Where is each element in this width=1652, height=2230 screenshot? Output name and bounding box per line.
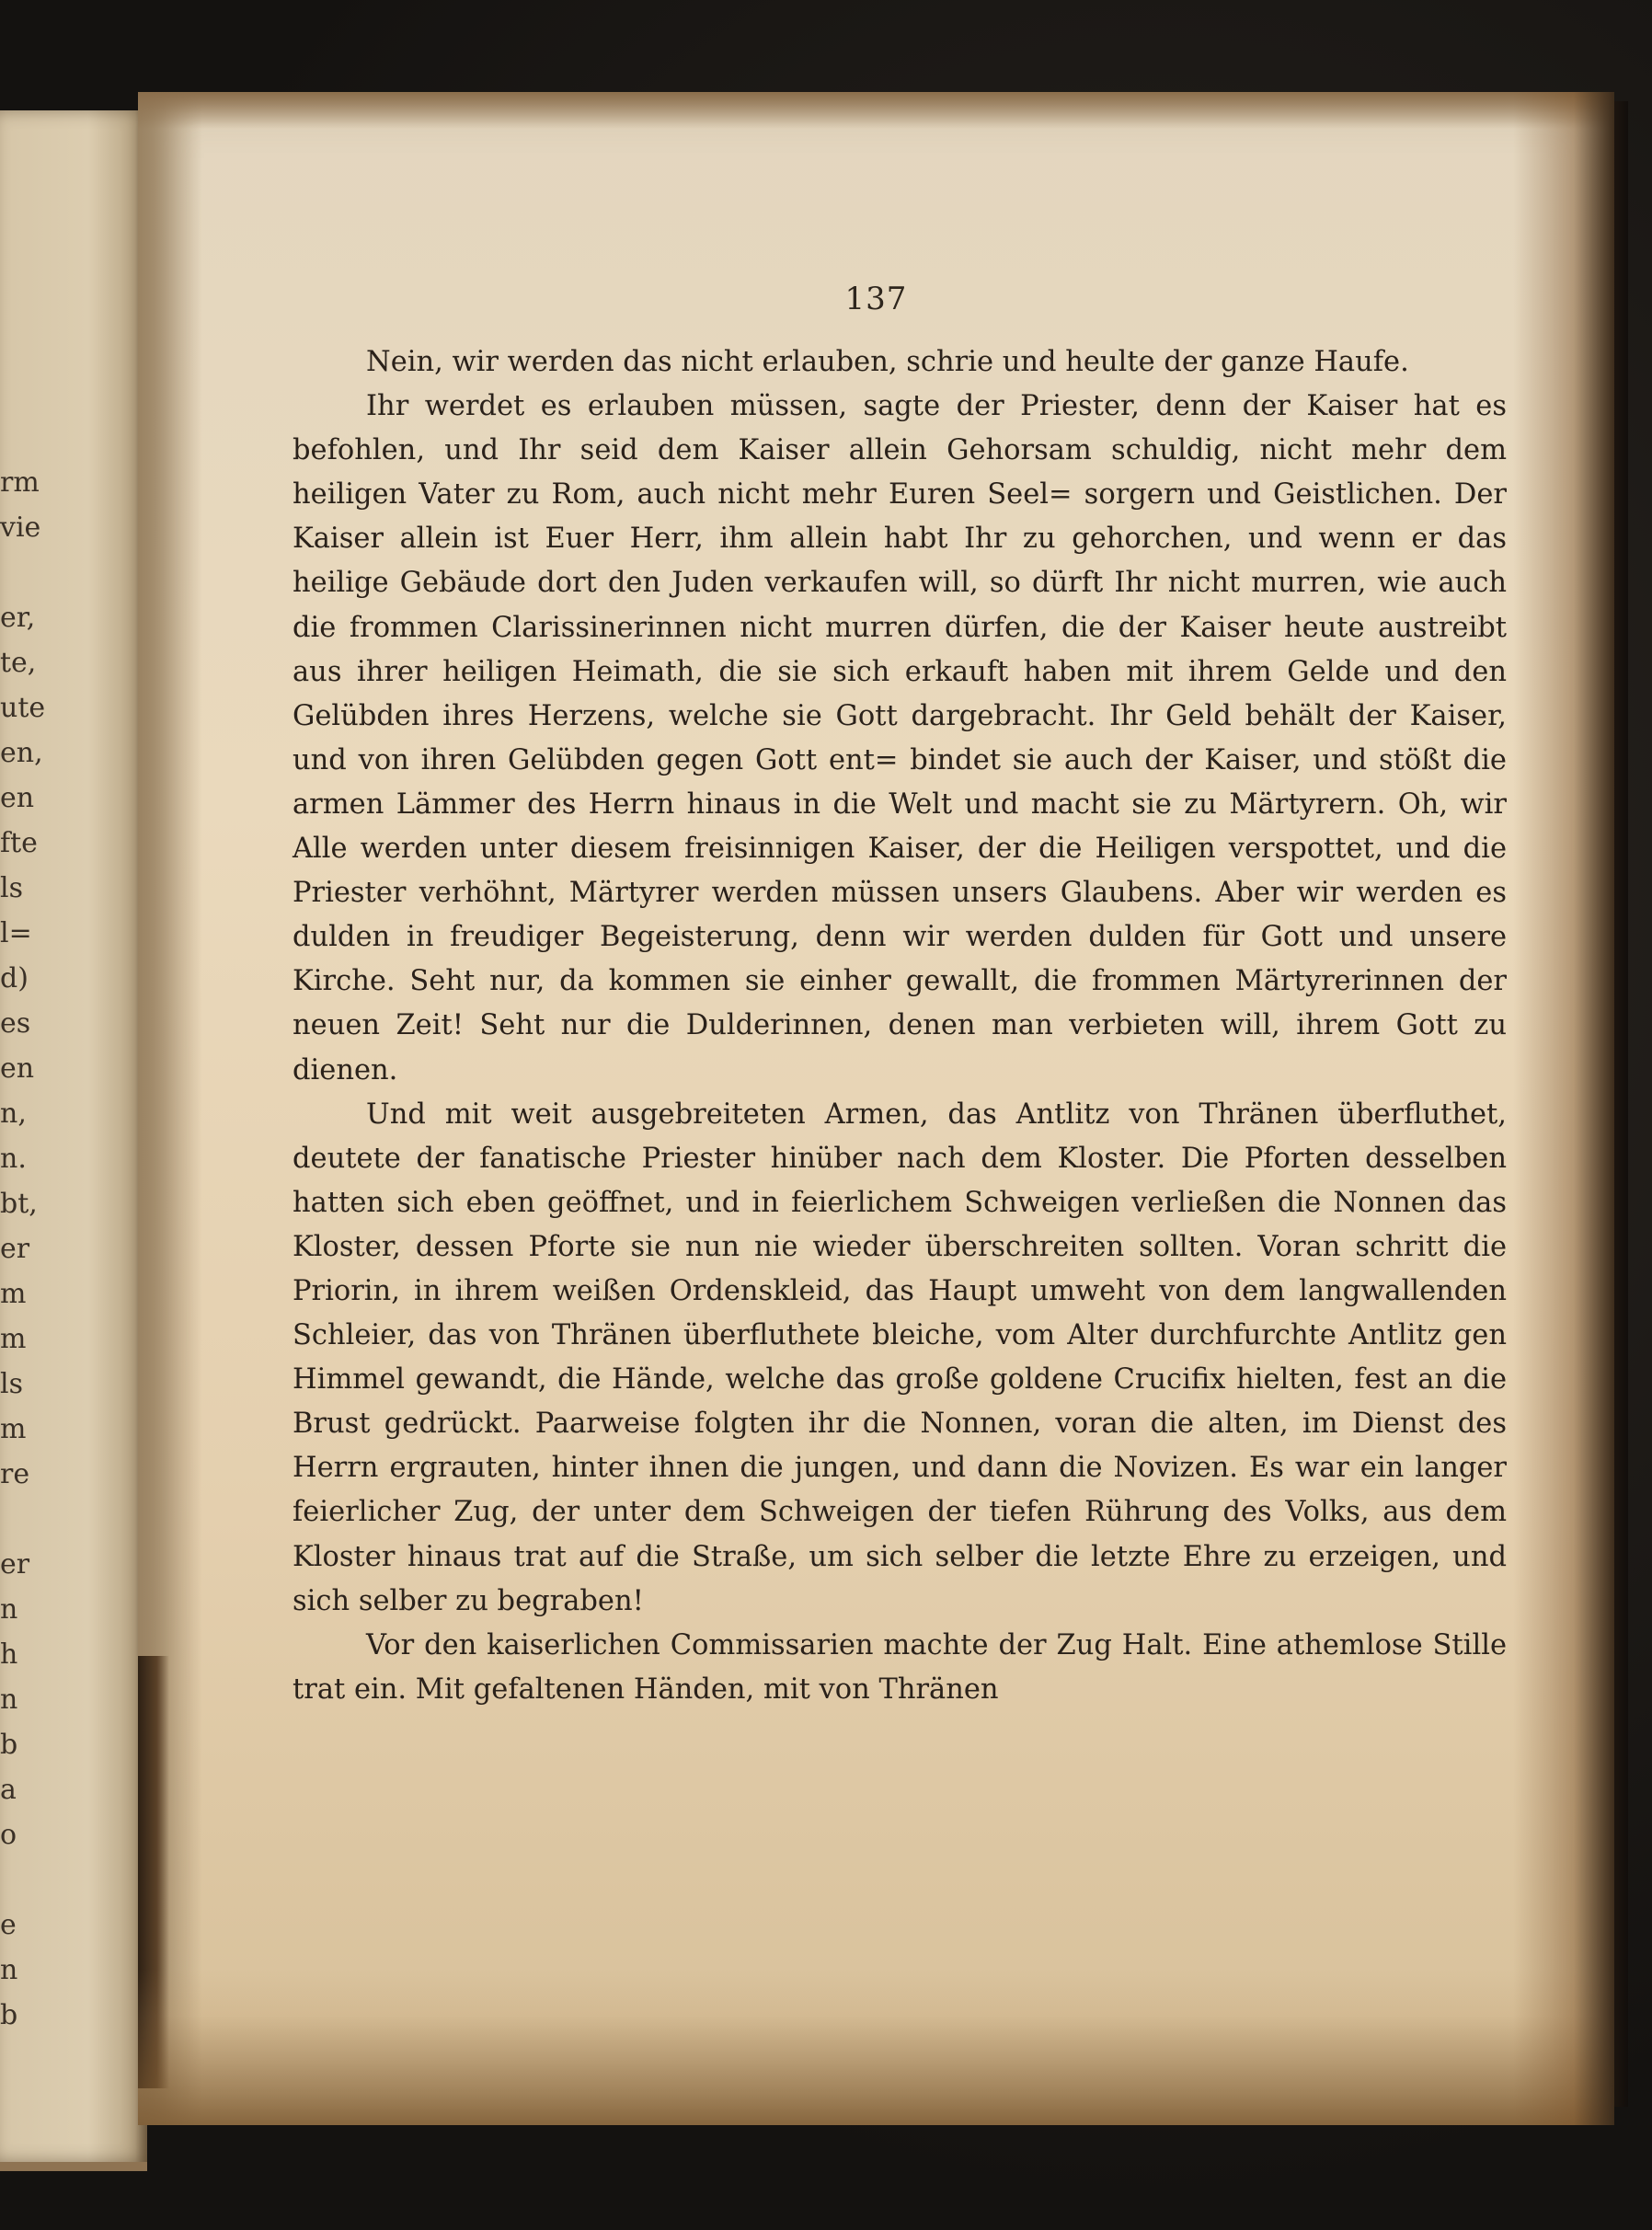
left-page-fragment: ls: [0, 872, 23, 904]
left-page-fragment: ute: [0, 692, 46, 724]
left-page-text-fragments: [0, 460, 46, 2038]
left-page-fragment: er,: [0, 602, 36, 634]
left-page-fragment: h: [0, 1638, 18, 1671]
left-page-fragment: [0, 1857, 37, 1902]
page-number: 137: [844, 281, 908, 317]
left-page-fragment: re: [0, 1458, 30, 1490]
left-page-fragment: [0, 550, 37, 595]
left-page-fragment: n: [0, 1954, 18, 1986]
left-page-fragment: ls: [0, 1368, 23, 1400]
paragraph: Und mit weit ausgebreiteten Armen, das Antlitz von Thränen überfluthet, deutete der fanatische Priester hinüber nach dem Kloster. Die Pforten desselben hatten sich eben geöffnet, und in feierlichem Schweigen verließen die Nonnen das Kloster, dessen Pforte sie nun nie wieder überschreiten sollten. Voran schritt die Priorin, in ihrem weißen Ordenskleid, das Haupt umweht von dem langwallenden Schleier, das von Thränen überfluthete bleiche, vom Alter durchfurchte Antlitz gen Himmel gewandt, die Hände, welche das große goldene Crucifix hielten, fest an die Brust gedrückt. Paarweise folgten ihr die Nonnen, voran die alten, im Dienst des Herrn ergrauten, hinter ihnen die jungen, und dann die Novizen. Es war ein langer feierlicher Zug, der unter dem Schweigen der tiefen Rührung des Volks, aus dem Kloster hinaus trat auf die Straße, um sich selber die letzte Ehre zu erzeigen, und sich selber zu begraben!: [293, 1098, 1507, 1617]
page-bottom-edge: [138, 1969, 1614, 2125]
paragraph: Ihr werdet es erlauben müssen, sagte der Priester, denn der Kaiser hat es befohlen, und Ihr seid dem Kaiser allein Gehorsam schuldig, nicht mehr dem heiligen Vater zu Rom, auch nicht mehr Euren Seel= sorgern und Geistlichen. Der Kaiser allein ist Euer Herr, ihm allein habt Ihr zu gehorchen, und wenn er das heilige Gebäude dort den Juden verkaufen will, so dürft Ihr nicht murren, wie auch die frommen Clarissinerinnen nicht murren dürfen, die der Kaiser heute austreibt aus ihrer heiligen Heimath, die sie sich erkauft haben mit ihrem Gelde und den Gelübden ihres Herzens, welche sie Gott dargebracht. Ihr Geld behält der Kaiser, und von ihren Gelübden gegen Gott ent= bindet sie auch der Kaiser, und stößt die armen Lämmer des Herrn hinaus in die Welt und macht sie zu Märtyrern. Oh, wir Alle werden unter diesem freisinnigen Kaiser, der die Heiligen verspottet, und die Priester verhöhnt, Märtyrer werden müssen unsers Glaubens. Aber wir werden es dulden in freudiger Begeisterung, denn wir werden dulden für Gott und unsere Kirche. Seht nur, da kommen sie einher gewallt, die frommen Märtyrerinnen der neuen Zeit! Seht nur die Dulderinnen, denen man verbieten will, ihrem Gott zu dienen.: [293, 390, 1507, 1086]
left-page-fragment: o: [0, 1819, 17, 1851]
left-page-edge: [0, 110, 147, 2171]
book-page: [138, 92, 1614, 2125]
paragraph: Nein, wir werden das nicht erlauben, schrie und heulte der ganze Haufe.: [366, 346, 1409, 378]
left-page-fragment: bt,: [0, 1188, 38, 1220]
left-page-fragment: b: [0, 1999, 18, 2031]
left-page-fragment: en: [0, 782, 35, 814]
page-top-edge: [138, 92, 1614, 129]
left-page-fragment: es: [0, 1007, 31, 1040]
left-page-fragment: fte: [0, 827, 38, 859]
left-page-fragment: n.: [0, 1143, 27, 1175]
left-page-fragment: m: [0, 1278, 27, 1310]
left-page-fragment: e: [0, 1909, 17, 1941]
page-right-edge: [1513, 92, 1614, 2125]
left-page-fragment: er: [0, 1233, 30, 1265]
left-page-fragment: vie: [0, 512, 41, 544]
body-text: [293, 340, 1507, 1712]
paragraph: Vor den kaiserlichen Commissarien machte der Zug Halt. Eine athemlose Stille trat ein. Mit gefaltenen Händen, mit von Thränen: [293, 1628, 1507, 1706]
left-page-fragment: d): [0, 962, 29, 994]
left-page-fragment: en,: [0, 737, 43, 769]
left-page-fragment: n: [0, 1684, 18, 1716]
left-page-fragment: [0, 1497, 37, 1542]
left-page-fragment: rm: [0, 466, 40, 499]
left-page-fragment: m: [0, 1323, 27, 1355]
left-page-fragment: n,: [0, 1098, 27, 1130]
left-page-fragment: er: [0, 1548, 30, 1581]
left-page-fragment: b: [0, 1729, 18, 1761]
left-page-fragment: n: [0, 1593, 18, 1626]
left-page-fragment: en: [0, 1052, 35, 1085]
left-page-fragment: te,: [0, 647, 37, 679]
left-page-fragment: a: [0, 1774, 17, 1806]
left-page-fragment: m: [0, 1413, 27, 1445]
left-page-fragment: l=: [0, 917, 32, 949]
